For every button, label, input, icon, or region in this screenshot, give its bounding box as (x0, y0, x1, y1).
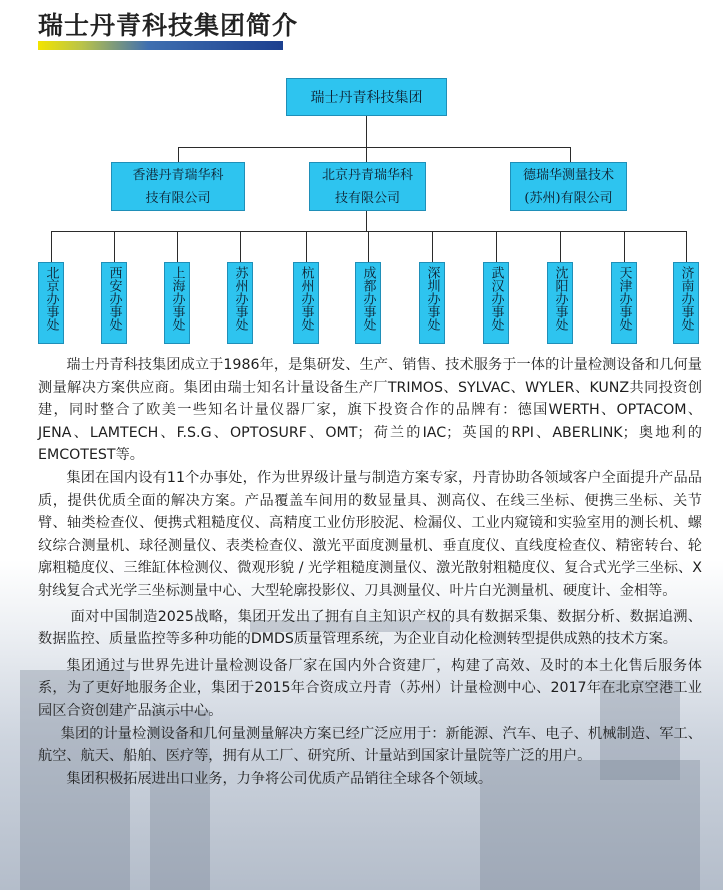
connector-line (570, 147, 571, 162)
office-box-chengdu: 成都办事处 (355, 262, 381, 344)
office-box-beijing: 北京办事处 (38, 262, 64, 344)
connector-line (114, 231, 115, 262)
office-box-shenyang: 沈阳办事处 (547, 262, 573, 344)
connector-line (178, 147, 179, 162)
title-underline-bar (38, 41, 283, 50)
connector-line (366, 211, 367, 231)
paragraph-service: 集团通过与世界先进计量检测设备厂家在国内外合资建厂，构建了高效、及时的本土化售后服务体系，为了更好地服务企业，集团于2015年合资成立丹青（苏州）计量检测中心、2017年在北京空港工业园区合资创建产品演示中心。 (38, 657, 702, 719)
org-root-box: 瑞士丹青科技集团 (286, 78, 447, 116)
subsidiary-name-line1: 北京丹青瑞华科 (321, 168, 413, 183)
office-box-wuhan: 武汉办事处 (483, 262, 509, 344)
connector-line (496, 231, 497, 262)
office-box-hangzhou: 杭州办事处 (293, 262, 319, 344)
connector-line (306, 231, 307, 262)
subsidiary-name-line2: (苏州)有限公司 (524, 191, 613, 206)
connector-line (366, 116, 367, 148)
connector-line (51, 231, 52, 262)
paragraph-products: 集团在国内设有11个办事处，作为世界级计量与制造方案专家，丹青协助各领域客户全面提升产品品质，提供优质全面的解决方案。产品覆盖车间用的数显量具、测高仪、在线三坐标、便携三坐标、关节臂、轴类检查仪、便携式粗糙度仪、高精度工业仿形胶泥、检漏仪、工业内窥镜和实验室用的测长机、螺纹综合测量机、球径测量仪、表类检查仪、激光平面度测量机、垂直度仪、直线度检查仪、精密转台、轮廓粗糙度仪、三维缸体检测仪、微观形貌 / 光学粗糙度测量仪、激光散射粗糙度仪、复合式光学三坐标、X射线复合式光学三坐标测量中心、大型轮廓投影仪、刀具测量仪、叶片白光测量机、硬度计、金相等。 (38, 469, 702, 599)
office-box-shenzhen: 深圳办事处 (419, 262, 445, 344)
connector-line (177, 231, 178, 262)
connector-line (240, 231, 241, 262)
connector-line (624, 231, 625, 262)
subsidiary-box-beijing (309, 162, 426, 211)
paragraph-dmds: 面对中国制造2025战略，集团开发出了拥有自主知识产权的具有数据采集、数据分析、数据追溯、数据监控、质量监控等多种功能的DMDS质量管理系统，为企业自动化检测转型提供成熟的技术方案。 (38, 608, 702, 648)
office-box-suzhou: 苏州办事处 (227, 262, 253, 344)
connector-line (178, 147, 571, 148)
subsidiary-name-line1: 香港丹青瑞华科 (132, 168, 224, 183)
connector-line (366, 147, 367, 162)
connector-line (560, 231, 561, 262)
page-title: 瑞士丹青科技集团简介 (38, 11, 299, 40)
connector-line (432, 231, 433, 262)
paragraph-export: 集团积极拓展进出口业务，力争将公司优质产品销往全球各个领域。 (66, 770, 493, 787)
paragraph-applications: 集团的计量检测设备和几何量测量解决方案已经广泛应用于：新能源、汽车、电子、机械制造、军工、航空、航天、船舶、医疗等，拥有从工厂、研究所、计量站到国家计量院等广泛的用户。 (38, 725, 702, 765)
subsidiary-name-line1: 德瑞华测量技术 (522, 168, 614, 183)
office-box-tianjin: 天津办事处 (611, 262, 637, 344)
connector-line (51, 231, 687, 232)
subsidiary-name-line2: 技有限公司 (145, 191, 211, 206)
office-box-jinan: 济南办事处 (673, 262, 699, 344)
intro-text (38, 354, 702, 790)
paragraph-history: 瑞士丹青科技集团成立于1986年，是集研发、生产、销售、技术服务于一体的计量检测设备和几何量测量解决方案供应商。集团由瑞士知名计量设备生产厂TRIMOS、SYLVAC、WYLER、KUNZ共同投资创建，同时整合了欧美一些知名计量仪器厂家，旗下投资合作的品牌有：德国WERTH、OPTACOM、JENA、LAMTECH、F.S.G、OPTOSURF、OMT；荷兰的IAC；英国的RPI、ABERLINK；奥地利的EMCOTEST等。 (38, 357, 703, 464)
office-box-shanghai: 上海办事处 (164, 262, 190, 344)
subsidiary-box-hongkong (111, 162, 245, 211)
connector-line (686, 231, 687, 262)
subsidiary-name-line2: 技有限公司 (334, 191, 400, 206)
office-box-xian: 西安办事处 (101, 262, 127, 344)
connector-line (368, 231, 369, 262)
subsidiary-box-suzhou (510, 162, 627, 211)
